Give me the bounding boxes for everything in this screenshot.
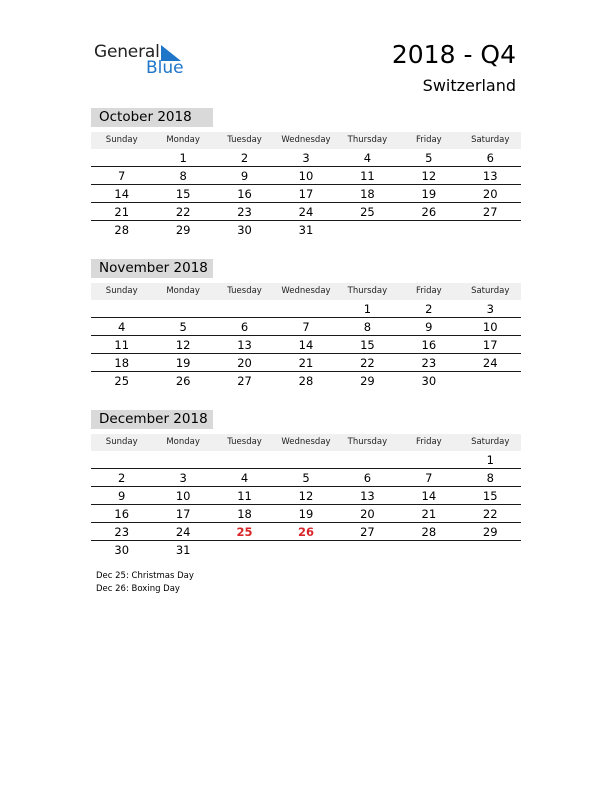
weekday-header bbox=[91, 132, 521, 149]
date-cell: 18 bbox=[114, 356, 130, 370]
week-row bbox=[91, 336, 521, 354]
weekday-label: Monday bbox=[166, 437, 200, 447]
date-cell: 5 bbox=[425, 151, 433, 165]
month-title: November 2018 bbox=[91, 259, 213, 278]
weekday-header bbox=[91, 283, 521, 300]
month-october bbox=[91, 108, 521, 238]
country-label: Switzerland bbox=[422, 76, 516, 95]
date-cell: 6 bbox=[363, 471, 372, 485]
date-cell: 24 bbox=[482, 356, 498, 370]
date-cell: 7 bbox=[425, 471, 433, 485]
date-cell: 15 bbox=[175, 187, 191, 201]
date-cell: 9 bbox=[118, 489, 126, 503]
holiday-notes bbox=[96, 570, 194, 596]
date-cell: 21 bbox=[114, 205, 130, 219]
date-cell: 4 bbox=[363, 151, 372, 165]
date-cell: 20 bbox=[360, 507, 375, 521]
date-cell bbox=[398, 451, 459, 468]
date-cell: 26 bbox=[175, 374, 191, 388]
date-cell: 12 bbox=[421, 169, 437, 183]
logo bbox=[94, 42, 194, 78]
page-title: 2018 - Q4 bbox=[391, 40, 516, 69]
date-cell: 14 bbox=[421, 489, 437, 503]
weekday-label: Friday bbox=[415, 437, 442, 447]
holiday-date-cell: 26 bbox=[297, 525, 314, 539]
date-cell: 20 bbox=[237, 356, 252, 370]
date-cell bbox=[460, 372, 521, 389]
date-cell bbox=[214, 300, 275, 317]
weekday-label: Sunday bbox=[105, 135, 138, 145]
date-cell: 15 bbox=[482, 489, 498, 503]
week-row bbox=[91, 354, 521, 372]
date-cell: 6 bbox=[486, 151, 494, 165]
date-cell: 25 bbox=[360, 205, 375, 219]
date-cell: 30 bbox=[421, 374, 437, 388]
date-cell: 1 bbox=[179, 151, 187, 165]
date-cell: 14 bbox=[114, 187, 130, 201]
date-cell bbox=[337, 451, 398, 468]
date-cell bbox=[91, 149, 152, 166]
weekday-label: Monday bbox=[166, 286, 200, 296]
date-cell: 27 bbox=[482, 205, 498, 219]
holiday-note: Dec 26: Boxing Day bbox=[96, 584, 180, 594]
date-cell: 29 bbox=[175, 223, 191, 237]
date-cell bbox=[275, 541, 336, 558]
date-cell: 27 bbox=[360, 525, 375, 539]
weekday-label: Thursday bbox=[347, 135, 388, 145]
logo-text-general: General bbox=[94, 42, 160, 62]
date-cell: 13 bbox=[360, 489, 375, 503]
weekday-label: Tuesday bbox=[227, 286, 262, 296]
week-row bbox=[91, 300, 521, 318]
date-cell: 10 bbox=[298, 169, 314, 183]
date-cell: 6 bbox=[240, 320, 249, 334]
logo-text-blue: Blue bbox=[146, 58, 184, 78]
date-cell: 8 bbox=[179, 169, 187, 183]
date-cell: 24 bbox=[175, 525, 191, 539]
date-cell: 1 bbox=[363, 302, 372, 316]
week-row bbox=[91, 505, 521, 523]
date-cell: 22 bbox=[482, 507, 498, 521]
date-cell bbox=[337, 221, 398, 238]
weekday-label: Thursday bbox=[347, 437, 388, 447]
weekday-label: Sunday bbox=[105, 437, 138, 447]
date-cell: 13 bbox=[237, 338, 252, 352]
date-cell: 3 bbox=[179, 471, 187, 485]
date-cell: 16 bbox=[421, 338, 437, 352]
date-cell: 24 bbox=[298, 205, 314, 219]
date-cell: 19 bbox=[298, 507, 314, 521]
date-cell: 30 bbox=[114, 543, 130, 557]
date-cell: 18 bbox=[360, 187, 375, 201]
date-cell bbox=[152, 300, 213, 317]
date-cell: 15 bbox=[360, 338, 375, 352]
date-cell: 9 bbox=[425, 320, 433, 334]
week-row bbox=[91, 469, 521, 487]
weekday-label: Wednesday bbox=[281, 437, 331, 447]
date-cell bbox=[398, 221, 459, 238]
week-row bbox=[91, 523, 521, 541]
date-cell bbox=[214, 451, 275, 468]
date-cell: 19 bbox=[421, 187, 437, 201]
date-cell: 23 bbox=[114, 525, 130, 539]
month-title: December 2018 bbox=[91, 410, 213, 429]
date-cell: 27 bbox=[237, 374, 252, 388]
date-cell: 28 bbox=[114, 223, 130, 237]
date-cell: 20 bbox=[482, 187, 498, 201]
weekday-label: Wednesday bbox=[281, 135, 331, 145]
date-cell: 19 bbox=[175, 356, 191, 370]
date-cell: 12 bbox=[298, 489, 314, 503]
weekday-label: Tuesday bbox=[227, 437, 262, 447]
date-cell: 8 bbox=[486, 471, 494, 485]
date-cell: 23 bbox=[421, 356, 437, 370]
date-cell: 11 bbox=[237, 489, 252, 503]
date-cell: 22 bbox=[360, 356, 375, 370]
weekday-label: Friday bbox=[415, 286, 442, 296]
date-cell bbox=[91, 300, 152, 317]
month-title: October 2018 bbox=[91, 108, 213, 127]
date-cell: 29 bbox=[360, 374, 375, 388]
week-row bbox=[91, 318, 521, 336]
week-row bbox=[91, 167, 521, 185]
date-cell: 17 bbox=[482, 338, 498, 352]
date-cell: 26 bbox=[421, 205, 437, 219]
date-cell: 12 bbox=[175, 338, 191, 352]
date-cell: 2 bbox=[240, 151, 249, 165]
date-cell: 17 bbox=[175, 507, 191, 521]
week-row bbox=[91, 487, 521, 505]
date-cell: 2 bbox=[118, 471, 126, 485]
date-cell: 14 bbox=[298, 338, 314, 352]
week-row bbox=[91, 185, 521, 203]
date-cell: 21 bbox=[421, 507, 437, 521]
weekday-label: Sunday bbox=[105, 286, 138, 296]
date-cell bbox=[460, 541, 521, 558]
date-cell: 18 bbox=[237, 507, 252, 521]
holiday-note: Dec 25: Christmas Day bbox=[96, 571, 194, 581]
week-row bbox=[91, 203, 521, 221]
week-row bbox=[91, 221, 521, 238]
date-cell: 5 bbox=[302, 471, 310, 485]
month-november bbox=[91, 259, 521, 389]
month-december bbox=[91, 410, 521, 558]
date-cell: 28 bbox=[298, 374, 314, 388]
date-cell bbox=[275, 451, 336, 468]
week-row bbox=[91, 541, 521, 558]
weekday-label: Monday bbox=[166, 135, 200, 145]
week-row bbox=[91, 372, 521, 389]
weekday-label: Thursday bbox=[347, 286, 388, 296]
date-cell bbox=[337, 541, 398, 558]
date-cell: 30 bbox=[237, 223, 252, 237]
date-cell bbox=[275, 300, 336, 317]
date-cell: 21 bbox=[298, 356, 314, 370]
week-row bbox=[91, 451, 521, 469]
date-cell bbox=[398, 541, 459, 558]
date-cell: 22 bbox=[175, 205, 191, 219]
date-cell: 4 bbox=[240, 471, 249, 485]
holiday-date-cell: 25 bbox=[236, 525, 253, 539]
weekday-label: Saturday bbox=[471, 135, 510, 145]
date-cell: 10 bbox=[482, 320, 498, 334]
weekday-label: Saturday bbox=[471, 286, 510, 296]
date-cell: 8 bbox=[363, 320, 372, 334]
date-cell: 31 bbox=[175, 543, 191, 557]
date-cell: 3 bbox=[486, 302, 494, 316]
date-cell bbox=[460, 221, 521, 238]
date-cell: 5 bbox=[179, 320, 187, 334]
date-cell: 11 bbox=[114, 338, 130, 352]
date-cell: 29 bbox=[482, 525, 498, 539]
date-cell bbox=[91, 451, 152, 468]
date-cell: 2 bbox=[425, 302, 433, 316]
date-cell: 13 bbox=[482, 169, 498, 183]
date-cell: 4 bbox=[118, 320, 126, 334]
weekday-label: Friday bbox=[415, 135, 442, 145]
date-cell: 28 bbox=[421, 525, 437, 539]
date-cell: 7 bbox=[118, 169, 126, 183]
weekday-header bbox=[91, 434, 521, 451]
date-cell: 16 bbox=[237, 187, 252, 201]
date-cell: 10 bbox=[175, 489, 191, 503]
date-cell: 25 bbox=[114, 374, 130, 388]
date-cell: 11 bbox=[360, 169, 375, 183]
date-cell: 17 bbox=[298, 187, 314, 201]
weekday-label: Saturday bbox=[471, 437, 510, 447]
date-cell: 16 bbox=[114, 507, 130, 521]
week-row bbox=[91, 149, 521, 167]
weekday-label: Wednesday bbox=[281, 286, 331, 296]
date-cell: 23 bbox=[237, 205, 252, 219]
date-cell bbox=[152, 451, 213, 468]
date-cell: 7 bbox=[302, 320, 310, 334]
date-cell: 1 bbox=[486, 453, 494, 467]
date-cell: 3 bbox=[302, 151, 310, 165]
weekday-label: Tuesday bbox=[227, 135, 262, 145]
date-cell: 31 bbox=[298, 223, 314, 237]
date-cell: 9 bbox=[240, 169, 249, 183]
date-cell bbox=[214, 541, 275, 558]
